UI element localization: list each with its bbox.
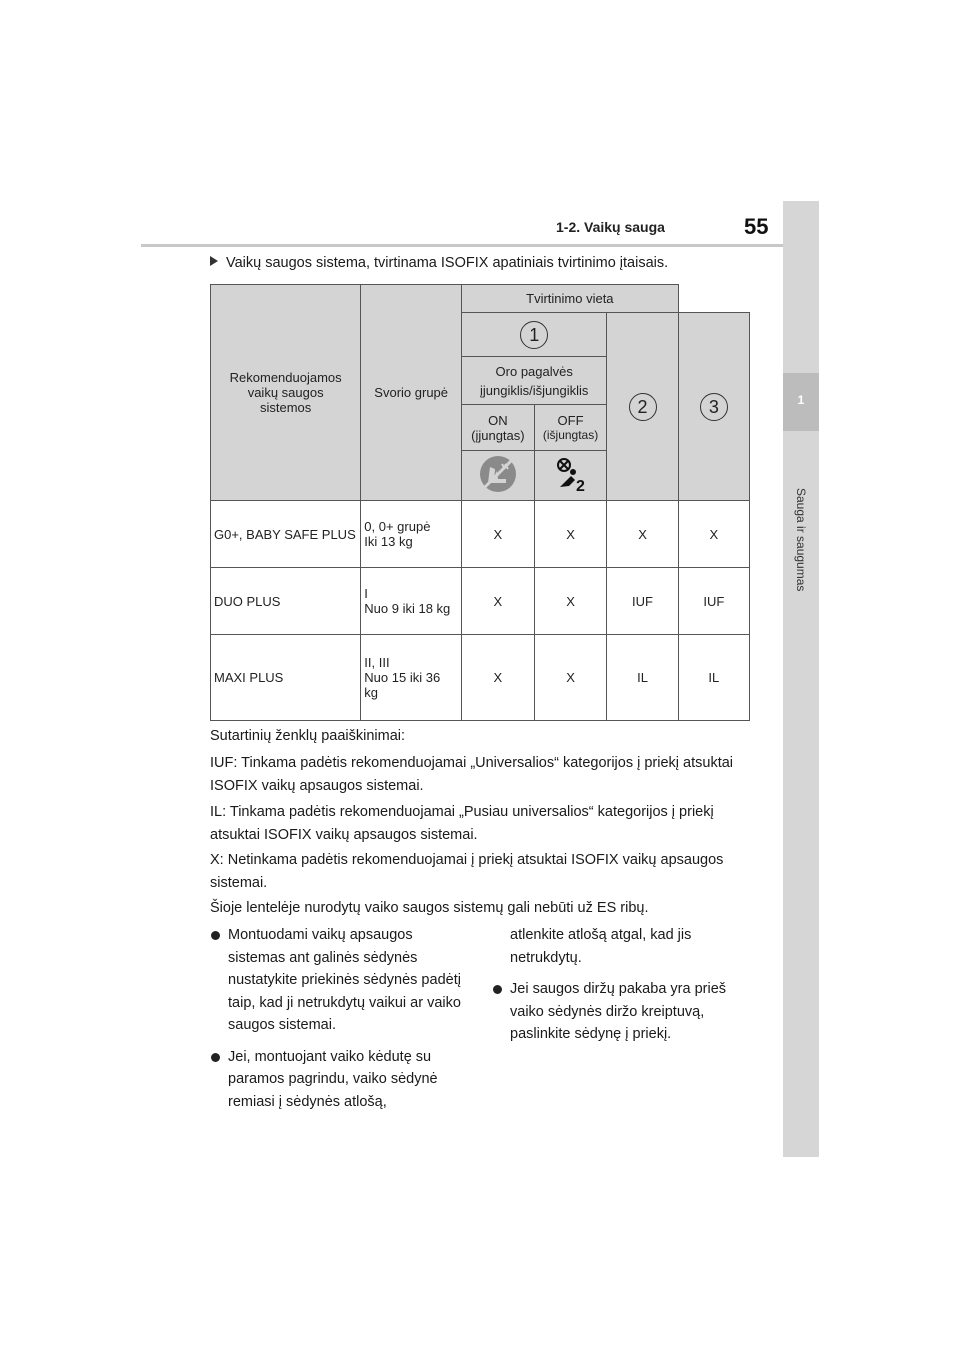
bullet-item bbox=[492, 978, 750, 1046]
bullets-left bbox=[210, 924, 472, 1122]
legend-note: Šioje lentelėje nurodytų vaiko saugos sistemų gali nebūti už ES ribų. bbox=[210, 900, 649, 916]
bullets-right bbox=[492, 924, 750, 1055]
cell-seat-2: IUF bbox=[607, 568, 678, 635]
seat-2-icon: 2 bbox=[629, 393, 657, 421]
table-row bbox=[211, 635, 750, 721]
chapter-label: Sauga ir saugumas bbox=[794, 488, 808, 592]
header-weight: Svorio grupė bbox=[361, 285, 462, 501]
header-systems bbox=[211, 285, 361, 501]
bullet-text: Jei saugos diržų pakaba yra prieš vaiko sėdynės diržo kreiptuvą, paslinkite sėdynę į priekį. bbox=[510, 981, 727, 1042]
bullet-item bbox=[210, 924, 472, 1037]
svg-text:2: 2 bbox=[575, 478, 585, 494]
system-name: G0+, BABY SAFE PLUS bbox=[211, 501, 361, 568]
cell-on: X bbox=[462, 568, 535, 635]
airbag-on-icon-cell bbox=[462, 451, 535, 501]
on-label: ON bbox=[488, 412, 508, 428]
cell-off: X bbox=[534, 635, 607, 721]
chapter-tab-number: 1 bbox=[797, 393, 805, 407]
cell-on: X bbox=[462, 635, 535, 721]
bullet-dot-icon bbox=[493, 985, 502, 994]
isofix-table bbox=[210, 284, 750, 721]
weight-group bbox=[361, 568, 462, 635]
cell-off: X bbox=[534, 568, 607, 635]
cell-off: X bbox=[534, 501, 607, 568]
bullet-continuation: atlenkite atlošą atgal, kad jis netrukdytų. bbox=[510, 927, 692, 966]
airbag-on-icon bbox=[478, 454, 518, 494]
header-rule bbox=[141, 244, 783, 247]
group-label: I bbox=[364, 586, 368, 601]
system-name: DUO PLUS bbox=[211, 568, 361, 635]
seat-3-cell bbox=[678, 313, 749, 501]
off-sub: (išjungtas) bbox=[542, 428, 599, 442]
cell-seat-2: X bbox=[607, 501, 678, 568]
bullet-item bbox=[210, 1046, 472, 1114]
weight-group bbox=[361, 635, 462, 721]
off-label: OFF bbox=[557, 413, 584, 428]
seat-2-cell bbox=[607, 313, 678, 501]
weight-range: Iki 13 kg bbox=[364, 534, 413, 549]
seat-1-cell bbox=[462, 313, 607, 357]
airbag-switch-label: Oro pagalvės įjungiklis/išjungiklis bbox=[480, 363, 589, 398]
chapter-tab[interactable] bbox=[783, 373, 819, 431]
cell-seat-3: X bbox=[678, 501, 749, 568]
intro-text: Vaikų saugos sistema, tvirtinama ISOFIX apatiniais tvirtinimo įtaisais. bbox=[226, 255, 669, 271]
header-systems-text: Rekomenduojamos vaikų saugos sistemos bbox=[229, 370, 342, 415]
on-cell bbox=[462, 405, 535, 451]
arrow-bullet-icon bbox=[210, 256, 218, 266]
weight-group bbox=[361, 501, 462, 568]
on-sub: (įjungtas) bbox=[471, 427, 525, 443]
group-label: II, III bbox=[364, 655, 390, 670]
table-row bbox=[211, 568, 750, 635]
bullet-text: Jei, montuojant vaiko kėdutę su paramos pagrindu, vaiko sėdynė remiasi į sėdynės atlošą, bbox=[228, 1048, 438, 1110]
group-label: 0, 0+ grupė bbox=[364, 519, 431, 534]
airbag-off-icon bbox=[551, 454, 591, 494]
legend-iuf: IUF: Tinkama padėtis rekomenduojamai „Universalios“ kategorijos į priekį atsuktai ISOFIX vaikų apsaugos sistemai. bbox=[210, 755, 734, 794]
bullet-dot-icon bbox=[211, 931, 220, 940]
airbag-off-icon-cell bbox=[534, 451, 607, 501]
weight-range: Nuo 9 iki 18 kg bbox=[364, 601, 451, 616]
table-row bbox=[211, 501, 750, 568]
page-number: 55 bbox=[744, 214, 769, 239]
section-title: 1-2. Vaikų sauga bbox=[556, 219, 665, 235]
side-strip bbox=[783, 201, 819, 1157]
weight-range: Nuo 15 iki 36 kg bbox=[364, 670, 441, 700]
bullet-text: Montuodami vaikų apsaugos sistemas ant galinės sėdynės nustatykite priekinės sėdynės padėtį taip, kad ji netrukdytų vaikui ar vaiko saugos sistemai. bbox=[228, 927, 461, 1033]
header-location: Tvirtinimo vieta bbox=[462, 285, 679, 313]
cell-seat-3: IL bbox=[678, 635, 749, 721]
legend-il: IL: Tinkama padėtis rekomenduojamai „Pusiau universalios“ kategorijos į priekį atsuktai ISOFIX vaikų apsaugos sistemai. bbox=[210, 804, 714, 843]
bullet-dot-icon bbox=[211, 1053, 220, 1062]
seat-1-icon: 1 bbox=[520, 321, 548, 349]
airbag-switch-cell bbox=[462, 357, 607, 405]
cell-seat-3: IUF bbox=[678, 568, 749, 635]
legend-x: X: Netinkama padėtis rekomenduojamai į priekį atsuktai ISOFIX vaikų apsaugos sistemai. bbox=[210, 852, 724, 891]
cell-seat-2: IL bbox=[607, 635, 678, 721]
intro-line bbox=[210, 255, 668, 271]
cell-on: X bbox=[462, 501, 535, 568]
seat-3-icon: 3 bbox=[700, 393, 728, 421]
off-cell bbox=[534, 405, 607, 451]
system-name: MAXI PLUS bbox=[211, 635, 361, 721]
legend-heading: Sutartinių ženklų paaiškinimai: bbox=[210, 728, 406, 744]
